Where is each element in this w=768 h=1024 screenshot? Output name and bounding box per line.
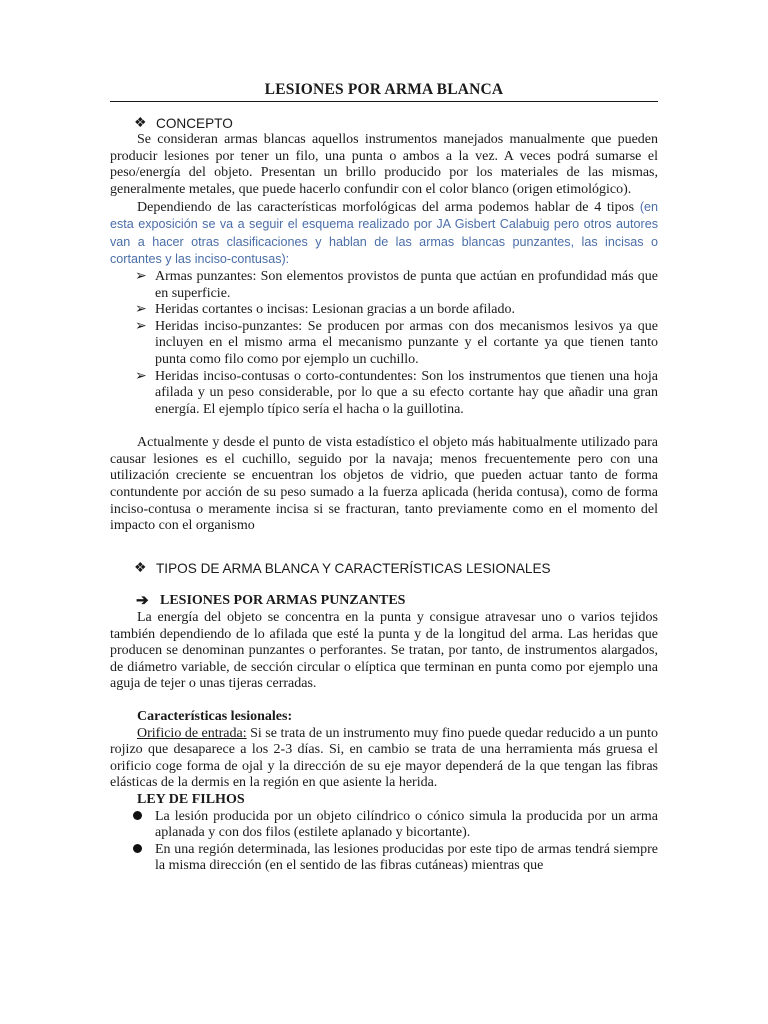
orificio-label: Orificio de entrada: [137,725,247,741]
list-item-text: Heridas cortantes o incisas: Lesionan gracias a un borde afilado. [155,302,515,318]
ley-filhos-heading: LEY DE FILHOS [137,791,245,807]
arrow-bullet-icon: ➢ [135,318,147,334]
arrow-bullet-icon: ➢ [135,368,147,384]
section-heading-text: TIPOS DE ARMA BLANCA Y CARACTERÍSTICAS LESIONALES [156,560,551,576]
document-page [110,82,658,875]
paragraph-punzantes: La energía del objeto se concentra en la punta y consigue atravesar uno o varios tejidos también dependiendo de lo afilada que esté la punta y de la longitud del arma. Las heridas que producen se denominan punzantes o perforantes. Se tratan, por tanto, de instrumentos alargados, de diámetro variable, de sección circular o elíptica que terminan en punta como por ejemplo una aguja de tejer o unas tijeras cerradas. [110,610,658,692]
list-item [110,809,658,842]
list-item [110,369,658,419]
diamond-bullet-icon: ❖ [134,560,147,576]
paragraph-orificio [110,726,658,792]
right-arrow-icon: ➔ [136,593,149,610]
bullet-dot-icon [133,844,142,853]
list-item-text: Armas punzantes: Son elementos provistos de punta que actúan en profundidad más que en superficie. [155,268,658,301]
list-item-text: La lesión producida por un objeto cilíndrico o cónico simula la producida por un arma aplanada y con dos filos (estilete aplanado y bicortante). [155,808,658,841]
paragraph-concept: Se consideran armas blancas aquellos instrumentos manejados manualmente que pueden producir lesiones por tener un filo, una punta o ambos a la vez. A veces podrá sumarse el peso/energía del objeto. Presentan un brillo producido por los materiales de las mismas, generalmente metales, que puede hacerlo confundir con el color blanco (origen etimológico). [110,132,658,197]
list-item-text: Heridas inciso-contusas o corto-contundentes: Son los instrumentos que tienen una hoja afilada y un peso considerable, por lo que a su efecto cortante hay que añadir una gran energía. El ejemplo típico sería el hacha o la guillotina. [155,368,658,417]
bullet-dot-icon [133,811,142,820]
list-item [110,319,658,369]
subheading-punzantes [136,593,658,610]
types-intro-note: (en esta exposición se va a seguir el esquema realizado por JA Gisbert Calabuig pero otros autores van a hacer otras clasificaciones y hablan de las armas blancas punzantes, las incisas o cortantes y las inciso-contusas): [110,199,659,267]
subheading-text: LESIONES POR ARMAS PUNZANTES [160,593,406,609]
diamond-bullet-icon: ❖ [134,115,147,131]
section-heading-concepto [134,116,658,133]
paragraph-types-intro [110,199,658,269]
list-item [110,269,658,302]
orificio-text: Si se trata de un instrumento muy fino puede quedar reducido a un punto rojizo que desaparece a los 2-3 días. Si, en cambio se trata de una herramienta más gruesa el orificio coge forma de ojal y la dirección de su eje mayor dependerá de la que tengan las fibras elásticas de la dermis en la región en que asiente la herida. [110,725,658,791]
types-intro-text: Dependiendo de las características morfológicas del arma podemos hablar de 4 tipos [137,199,635,215]
characteristics-heading: Características lesionales: [137,709,293,724]
arrow-bullet-icon: ➢ [135,268,147,284]
section-heading-tipos [134,561,658,578]
document-title: LESIONES POR ARMA BLANCA [110,82,658,102]
list-item-text: Heridas inciso-punzantes: Se producen por armas con dos mecanismos lesivos ya que incluyen en el mismo arma el mecanismo punzante y el cortante ya que tienen tanto punta como filo como por ejemplo un cuchillo. [155,318,658,367]
weapon-types-list [110,269,658,418]
list-item-text: En una región determinada, las lesiones producidas por este tipo de armas tendrá siempre la misma dirección (en el sentido de las fibras cutáneas) mientras que [155,841,658,874]
list-item [110,842,658,875]
paragraph-statistics: Actualmente y desde el punto de vista estadístico el objeto más habitualmente utilizado para causar lesiones es el cuchillo, seguido por la navaja; menos frecuentemente pero con una utilización creciente se encuentran los objetos de vidrio, que pueden actuar tanto de forma contundente por acción de su peso sumado a la fuerza aplicada (herida contusa), como de forma inciso-contusa o meramente incisa si se fracturan, tanto previamente como en el momento del impacto con el organismo [110,435,658,534]
section-heading-text: CONCEPTO [156,115,233,131]
ley-filhos-list [110,809,658,875]
list-item [110,302,658,319]
arrow-bullet-icon: ➢ [135,302,147,318]
